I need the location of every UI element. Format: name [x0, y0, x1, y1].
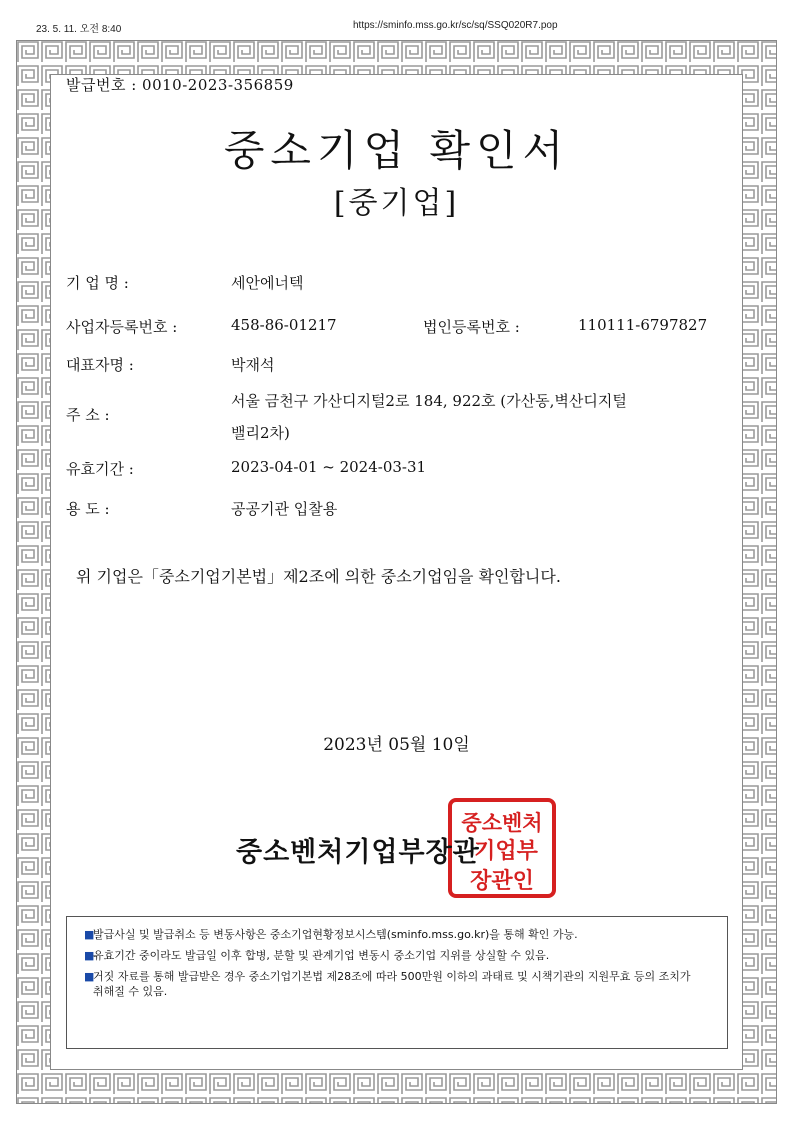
validity-value: 2023-04-01 ~ 2024-03-31 [231, 458, 427, 476]
issue-number: 발급번호 : 0010-2023-356859 [66, 76, 294, 94]
notice-box [66, 916, 728, 1049]
bizreg-label: 사업자등록번호 : [66, 318, 178, 336]
ceo-value: 박재석 [231, 356, 275, 374]
bizreg-value: 458-86-01217 [231, 316, 337, 334]
purpose-label: 용 도 : [66, 500, 110, 518]
bullet-icon: ■ [84, 949, 95, 962]
print-url: https://sminfo.mss.go.kr/sc/sq/SSQ020R7.pop [353, 20, 558, 31]
print-timestamp: 23. 5. 11. 오전 8:40 [36, 24, 122, 35]
purpose-value: 공공기관 입찰용 [231, 500, 338, 518]
address-line1: 서울 금천구 가산디지털2로 184, 922호 (가산동,벽산디지털 [231, 392, 627, 410]
bullet-icon: ■ [84, 970, 95, 983]
corpreg-value: 110111-6797827 [578, 316, 708, 334]
notice-item: ■ 유효기간 중이라도 발급일 이후 합병, 분할 및 관계기업 변동시 중소기업 지위를 상실할 수 있음. [84, 949, 550, 962]
address-line2: 밸리2차) [231, 424, 290, 442]
page-title: 중소기업 확인서 [223, 126, 570, 175]
certificate-category: [중기업] [333, 186, 460, 221]
corpreg-label: 법인등록번호 : [423, 318, 520, 336]
company-value: 세안에너텍 [231, 274, 304, 292]
seal-line-3: 장관인 [470, 869, 534, 894]
ceo-label: 대표자명 : [66, 356, 134, 374]
issuer-name: 중소벤처기업부장관 [236, 837, 480, 868]
notice-item: ■ 발급사실 및 발급취소 등 변동사항은 중소기업현황정보시스템(sminfo.mss.go.kr)을 통해 확인 가능. [84, 928, 578, 941]
issue-date: 2023년 05월 10일 [323, 735, 470, 755]
confirmation-statement: 위 기업은「중소기업기본법」제2조에 의한 중소기업임을 확인합니다. [76, 567, 561, 586]
seal-line-2: 기업부 [474, 839, 538, 864]
validity-label: 유효기간 : [66, 460, 134, 478]
notice-item: ■ 거짓 자료를 통해 발급받은 경우 중소기업기본법 제28조에 따라 500만원 이하의 과태료 및 시책기관의 지원무효 등의 조치가 취해질 수 있음. [84, 970, 691, 998]
company-label: 기 업 명 : [66, 274, 129, 292]
seal-line-1: 중소벤처 [461, 811, 543, 835]
address-label: 주 소 : [66, 406, 110, 424]
bullet-icon: ■ [84, 928, 95, 941]
